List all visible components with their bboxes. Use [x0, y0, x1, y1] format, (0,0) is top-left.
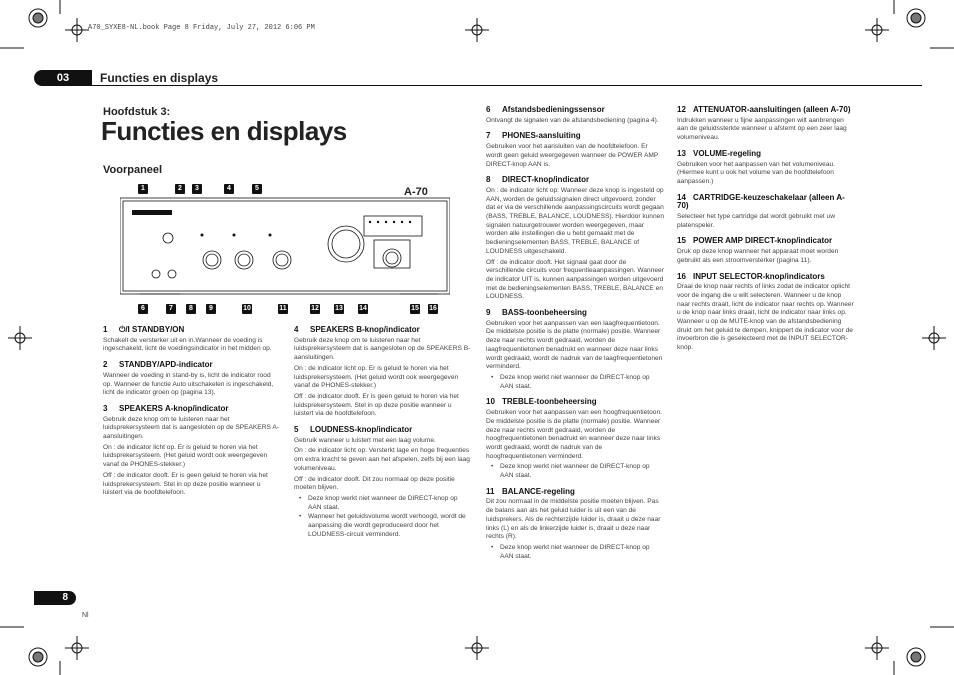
item-off: Off : de indicator dooft. Er is geen geluid te horen via het luidsprekersysteem. Stel in op deze positie wanneer u luistert via de hoofdtelefoon. [294, 392, 459, 418]
callout-5: 5 [252, 184, 262, 194]
item-heading: 3 SPEAKERS A-knop/indicator [103, 403, 229, 413]
model-label: A-70 [404, 186, 428, 198]
item-body: Gebruik deze knop om te luisteren naar het luidsprekersysteem dat is aangesloten op de SPEAKERS B-aansluitingen. [294, 336, 471, 362]
column-3 [486, 106, 664, 563]
callout-7: 7 [166, 304, 176, 314]
list-item: • Deze knop werkt niet wanneer de DIRECT-knop op AAN staat. [500, 544, 664, 561]
callout-3: 3 [192, 184, 202, 194]
callout-6: 6 [138, 304, 148, 314]
item-body: Wanneer de voeding in stand-by is, licht de indicator rood op. Wanneer de functie Auto uitschakelen is ingeschakeld, licht de indicator groen op (pagina 13). [103, 371, 274, 397]
language-code: Nl [82, 612, 89, 619]
item-heading: 10 TREBLE-toonbeheersing [486, 397, 597, 407]
callout-12: 12 [311, 305, 319, 312]
item-heading: 16 INPUT SELECTOR-knop/indicators [677, 271, 825, 281]
list-item: • Deze knop werkt niet wanneer de DIRECT-knop op AAN staat. [500, 463, 664, 480]
item-off: Off : de indicator dooft. Er is geen geluid te horen via het luidsprekersysteem. Stel in op deze positie wanneer u luistert via de hoofdtelefoon. [103, 471, 268, 497]
item-body: Gebruiken voor het aanpassen van een hoogfrequentietoon. De middelste positie is de platte (normale) positie. Wanneer deze naar rechts wordt gedraaid, worden de hoogfrequentietonen benadrukt en wanneer deze naar links wordt gedraaid, wordt de nadruk van de hoogfrequentietonen verminderd. [486, 409, 662, 460]
page-number: 8 [34, 591, 76, 605]
item-heading: 8 DIRECT-knop/indicator [486, 175, 590, 185]
amplifier-front-panel-drawing [120, 180, 450, 312]
item-on: On : de indicator licht op. Er is geluid te horen via het luidsprekersysteem. (Het geluid wordt ook weergegeven vanaf de PHONES-stekker.) [103, 443, 268, 469]
item-body: Indrukken wanneer u fijne aanpassingen wilt aanbrengen aan de geluidssterkte wanneer u afstemt op een zeer laag volumeniveau. [677, 116, 847, 142]
callout-15: 15 [411, 305, 419, 312]
item-body: Gebruiken voor het aanpassen van een laagfrequentietoon. De middelste positie is de platte (normale) positie. Wanneer deze naar rechts wordt gedraaid, worden de laagfrequentietonen benadrukt en wanneer deze naar links wordt gedraaid, wordt de nadruk van de laagfrequentietonen verminderd. [486, 319, 663, 371]
item-heading: 13 VOLUME-regeling [677, 148, 762, 158]
item-body: Dit zou normaal in de middelste positie moeten blijven. Pas de balans aan als het geluid luider is uit een van de luidsprekers. Als de rechterzijde luider is, draait u deze naar links (L) en als de linkerzijde luider is, draait u deze naar rechts (R). [486, 498, 661, 541]
column-1 [103, 326, 281, 500]
item-body: Schakelt de versterker uit en in.Wanneer de voeding is ingeschakeld, licht de voedingsindicator in het midden op. [103, 336, 272, 353]
item-body: Gebruik wanneer u luistert met een laag volume. [294, 436, 436, 444]
item-heading: 9 BASS-toonbeheersing [486, 308, 587, 318]
item-body: Draai de knop naar rechts of links zodat de indicator oplicht voor de ingang die u wilt selecteren. Wanneer u de knop naar rechts draait, licht de indicator naar rechts op. Wanneer u de knop naar links draait, licht de indicator naar links op. Wanneer u op de MUTE-knop van de afstandsbediening drukt om het geluid te dempen, knippert de indicator voor de invoerbron die is geselecteerd met de INPUT SELECTOR-knop. [677, 283, 854, 352]
column-4 [677, 106, 855, 355]
callout-11: 11 [279, 305, 287, 312]
item-body: Gebruiken voor het aanpassen van het volumeniveau. (Hiermee kunt u ook het volume van de hoofdtelefoon aanpassen.) [677, 160, 835, 185]
file-header: A70_SYXE8-NL.book Page 8 Friday, July 27, 2012 6:06 PM [88, 24, 315, 32]
chapter-kicker: Hoofdstuk 3: [103, 106, 171, 118]
item-body: Selecteer het type cartridge dat wordt gebruikt met uw platenspeler. [677, 213, 835, 229]
section-heading: Voorpaneel [103, 164, 163, 176]
page-title: Functies en displays [101, 116, 347, 146]
list-item: • Deze knop werkt niet wanneer de DIRECT-knop op AAN staat. [500, 374, 664, 391]
chapter-title: Functies en displays [100, 71, 219, 85]
item-off: Off : de indicator dooft. Dit zou normaal op deze positie moeten blijven. [294, 475, 455, 492]
item-on: On : de indicator licht op. Er is geluid te horen via het luidsprekersysteem. (Het geluid wordt ook weergegeven vanaf de PHONES-stekker.) [294, 364, 459, 390]
item-on: On : de indicator licht op: Wanneer deze knop is ingesteld op AAN, worden de geluidssignalen direct uitgevoerd, zonder dat er via de verschillende aanpassingscircuits wordt gegaan (BASS, TREBLE, BALANCE, LOUDNESS). Hierdoor kunnen signalen natuurgetrouwer worden weergegeven, maar worden alle instellingen die u hebt gemaakt met de bedieningselementen BASS, TREBLE, BALANCE of LOUDNESS uitgeschakeld. [486, 186, 664, 255]
callout-14: 14 [359, 305, 367, 312]
callout-8: 8 [186, 304, 196, 314]
item-heading: 1 ⏻/I STANDBY/ON [103, 325, 185, 334]
list-item: • Deze knop werkt niet wanneer de DIRECT-knop op AAN staat. [308, 495, 472, 512]
item-heading: 14 CARTRIDGE-keuzeschakelaar (alleen A-70) [677, 192, 845, 211]
list-item: • Wanneer het geluidsvolume wordt verhoogd, wordt de aanpassing die wordt geproduceerd door het LOUDNESS-circuit verminderd. [308, 513, 472, 539]
callout-2: 2 [175, 184, 185, 194]
item-heading: 5 LOUDNESS-knop/indicator [294, 425, 413, 435]
item-off: Off : de indicator dooft. Het signaal gaat door de verschillende circuits voor frequentieaanpassingen. Wanneer de indicator UIT is, kunnen aanpassingen worden uitgevoerd met de bedieningselementen BASS, TREBLE, BALANCE en LOUDNESS. [486, 258, 664, 301]
item-heading: 12 ATTENUATOR-aansluitingen (alleen A-70) [677, 105, 851, 114]
column-2 [294, 326, 472, 541]
chapter-bar [34, 70, 922, 86]
item-on: On : de indicator licht op: Versterkt lage en hoge frequenties om extra kracht te geven aan het afspelen, zelfs bij een laag volumeniveau. [294, 447, 470, 472]
callout-1: 1 [138, 184, 148, 194]
item-heading: 11 BALANCE-regeling [486, 486, 575, 496]
bullet-list [486, 463, 664, 480]
bullet-list [294, 495, 472, 540]
chapter-number: 03 [34, 70, 92, 86]
item-heading: 15 POWER AMP DIRECT-knop/indicator [677, 236, 833, 246]
item-heading: 6 Afstandsbedieningssensor [486, 105, 605, 114]
callout-10: 10 [243, 305, 251, 312]
item-body: Gebruik deze knop om te luisteren naar het luidsprekersysteem dat is aangesloten op de SPEAKERS A-aansluitingen. [103, 415, 279, 441]
callout-13: 13 [335, 305, 343, 312]
item-heading: 4 SPEAKERS B-knop/indicator [294, 325, 420, 334]
callout-9: 9 [206, 304, 216, 314]
item-heading: 7 PHONES-aansluiting [486, 131, 581, 141]
item-body: Gebruiken voor het aansluiten van de hoofdtelefoon. Er wordt geen geluid weergegeven wanneer de POWER AMP DIRECT-knop AAN is. [486, 143, 659, 168]
item-body: Ontvangt de signalen van de afstandsbediening (pagina 4). [486, 116, 659, 124]
callout-4: 4 [224, 184, 234, 194]
front-panel-illustration [120, 180, 450, 312]
item-heading: 2 STANDBY/APD-indicator [103, 360, 213, 370]
bullet-list [486, 374, 664, 391]
bullet-list [486, 544, 664, 561]
item-body: Druk op deze knop wanneer het apparaat moet worden gebruikt als een stroomversterker (pagina 11). [677, 248, 839, 264]
callout-16: 16 [429, 305, 437, 312]
